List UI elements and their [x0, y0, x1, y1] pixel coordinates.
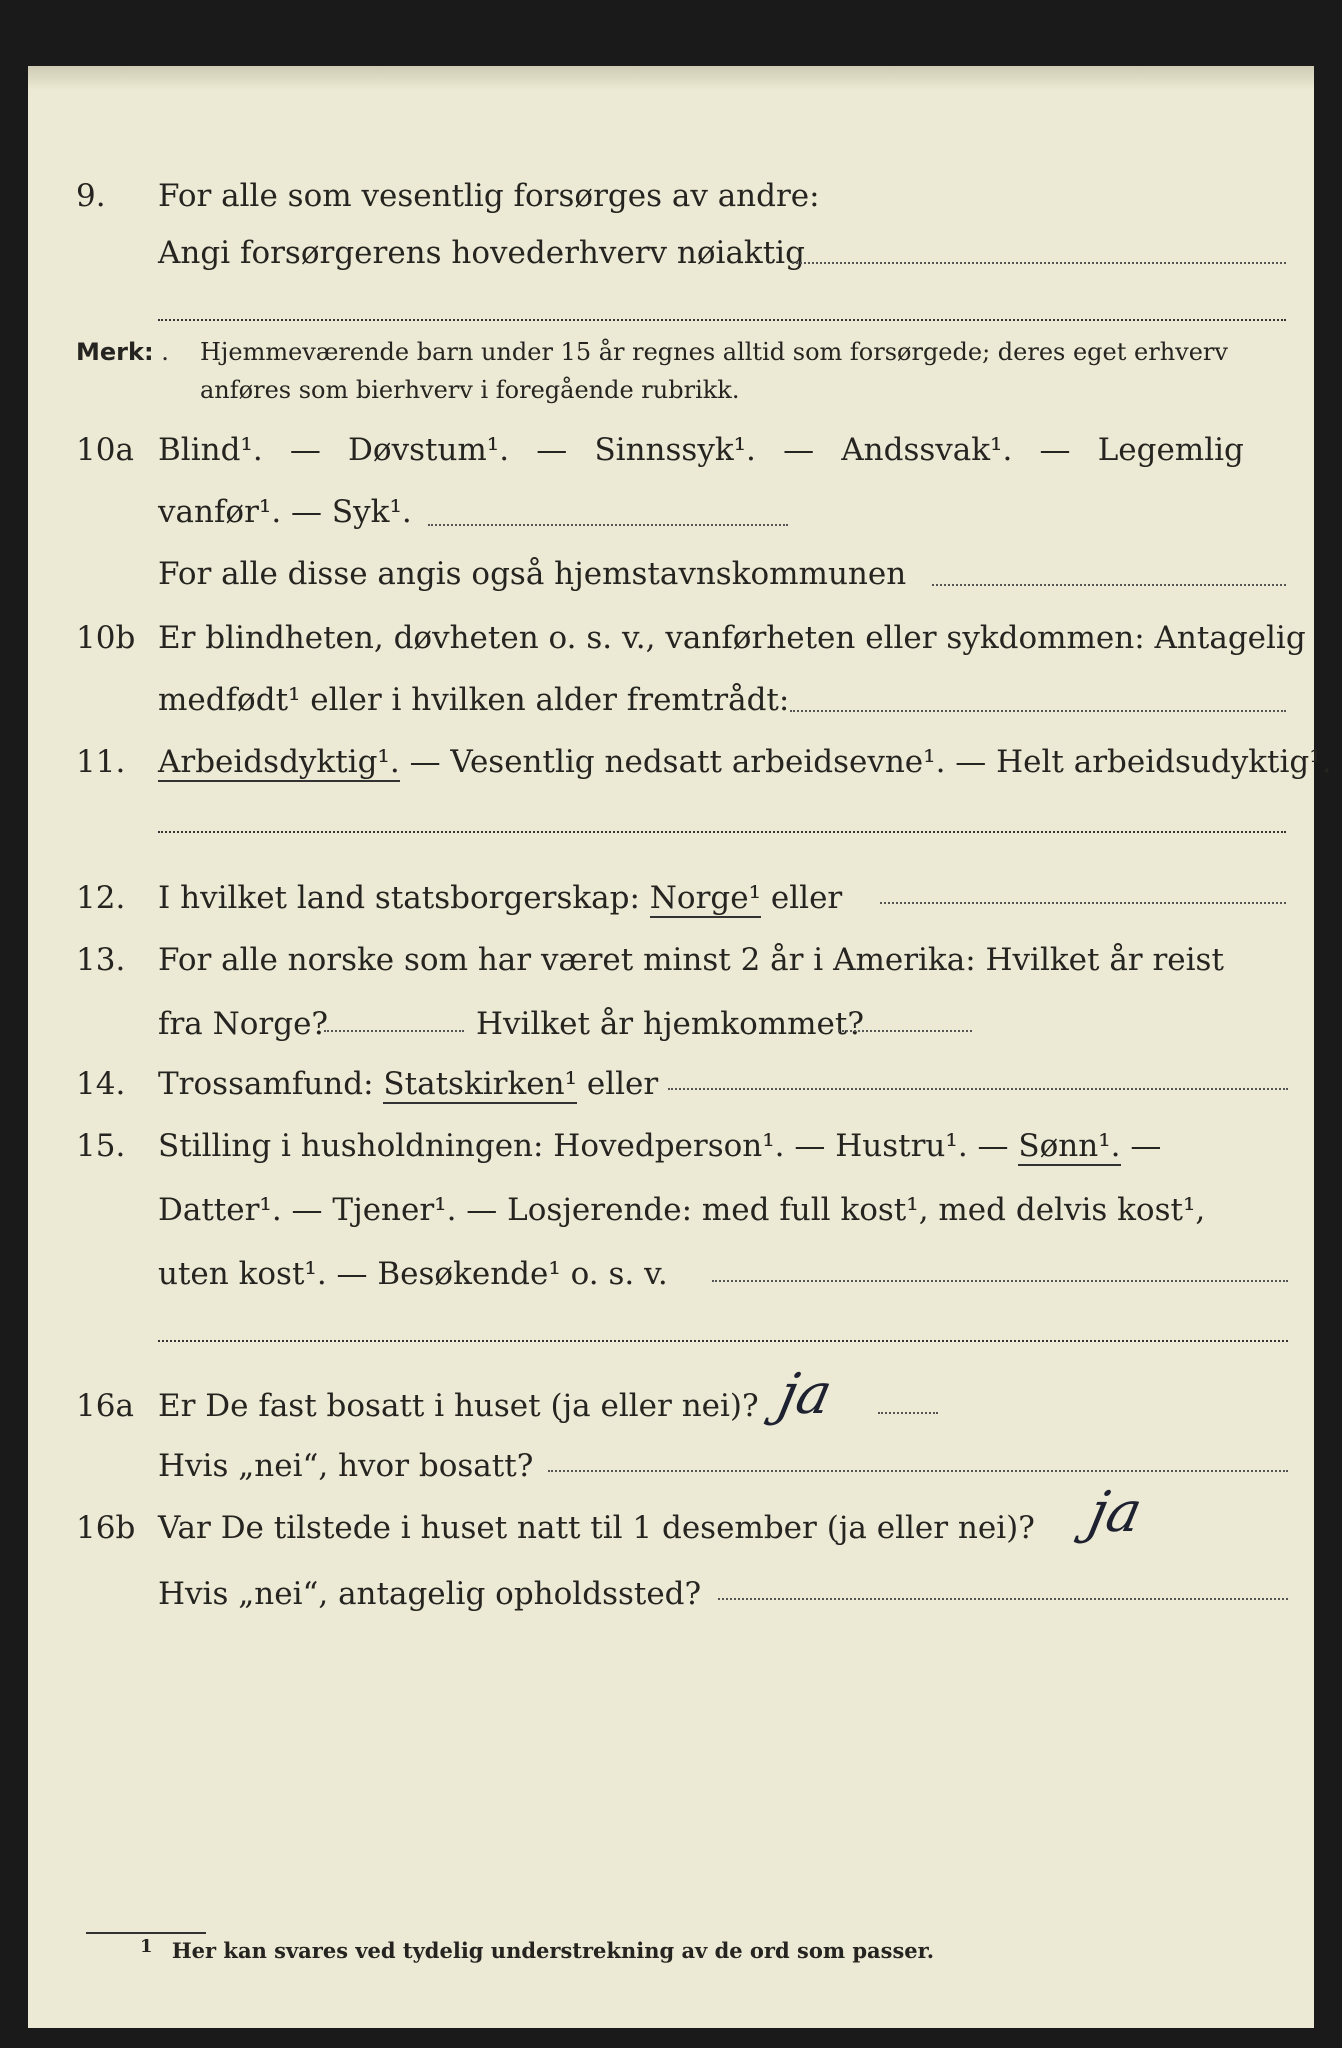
question-text: Er blindheten, døvheten o. s. v., vanførheten eller sykdommen: Antagelig [158, 620, 1306, 656]
question-prefix: I hvilket land statsborgerskap: [158, 880, 640, 916]
underlined-option[interactable]: Arbeidsdyktig¹. [158, 744, 400, 780]
question-text: For alle disse angis også hjemstavnskommunen [158, 556, 907, 592]
answer-line[interactable] [324, 1030, 464, 1032]
option-sinnssyk[interactable]: Sinnssyk¹. [594, 432, 756, 468]
census-form-page [28, 66, 1332, 2028]
question-text: Angi forsørgerens hovederhverv nøiaktig [158, 235, 805, 271]
question-text: Er De fast bosatt i huset (ja eller nei)? [158, 1388, 759, 1424]
answer-line[interactable] [718, 1598, 1288, 1600]
answer-line[interactable] [878, 1412, 938, 1414]
option-andssvak[interactable]: Andssvak¹. [841, 432, 1013, 468]
other-options: — Vesentlig nedsatt arbeidsevne¹. — Helt arbeidsudyktig¹. [409, 744, 1332, 780]
question-text: uten kost¹. — Besøkende¹ o. s. v. [158, 1256, 668, 1292]
answer-line[interactable] [880, 902, 1286, 904]
question-suffix: eller [586, 1066, 659, 1102]
question-number: 16b [76, 1510, 136, 1546]
answer-line[interactable] [932, 584, 1286, 586]
question-number: 16a [76, 1388, 134, 1424]
question-text: Hvis „nei“, antagelig opholdssted? [158, 1576, 702, 1612]
note-label: Merk: [76, 338, 154, 366]
note-merk [76, 334, 169, 370]
note-bullet: . [161, 338, 169, 366]
question-number: 12. [76, 880, 126, 916]
answer-line[interactable] [158, 1340, 1288, 1342]
footnote-mark: 1 [140, 1936, 153, 1957]
question-text: medfødt¹ eller i hvilken alder fremtrådt: [158, 682, 790, 718]
answer-line[interactable] [158, 831, 1286, 833]
footnote-text: Her kan svares ved tydelig understrekning av de ord som passer. [171, 1938, 935, 1963]
question-text [158, 878, 842, 918]
question-number: 15. [76, 1128, 126, 1164]
answer-line[interactable] [668, 1088, 1288, 1090]
note-text-2: anføres som bierhverv i foregående rubrikk. [200, 376, 740, 404]
paper-edge-shadow [28, 66, 1314, 90]
question-number: 10a [76, 432, 134, 468]
question-text: For alle norske som har været minst 2 år i Amerika: Hvilket år reist [158, 942, 1224, 978]
separator: — [289, 432, 321, 468]
question-number: 11. [76, 744, 126, 780]
question-number: 14. [76, 1066, 126, 1102]
separator: — [1130, 1128, 1162, 1164]
question-text: Var De tilstede i huset natt til 1 desember (ja eller nei)? [158, 1510, 1035, 1546]
question-text: vanfør¹. — Syk¹. [158, 494, 412, 530]
handwritten-answer[interactable]: ja [1083, 1480, 1148, 1545]
question-number: 10b [76, 620, 136, 656]
question-suffix: eller [770, 880, 843, 916]
question-text [158, 1126, 1161, 1166]
underlined-option[interactable]: Sønn¹. [1018, 1128, 1121, 1164]
underlined-option[interactable]: Statskirken¹ [383, 1066, 577, 1102]
option-blind[interactable]: Blind¹. [158, 432, 263, 468]
question-options [158, 430, 1244, 470]
question-number: 13. [76, 942, 126, 978]
answer-line[interactable] [838, 1030, 972, 1032]
question-prefix: Trossamfund: [158, 1066, 374, 1102]
question-text: Hvis „nei“, hvor bosatt? [158, 1448, 534, 1484]
answer-line[interactable] [792, 262, 1286, 264]
question-text: Datter¹. — Tjener¹. — Losjerende: med full kost¹, med delvis kost¹, [158, 1192, 1206, 1228]
separator: — [536, 432, 568, 468]
option-legemlig[interactable]: Legemlig [1097, 432, 1244, 468]
note-text-1: Hjemmeværende barn under 15 år regnes alltid som forsørgede; deres eget erhverv [200, 338, 1228, 366]
separator: — [1039, 432, 1071, 468]
footnote-rule [86, 1932, 206, 1934]
question-text [158, 1064, 658, 1104]
answer-line[interactable] [548, 1470, 1288, 1472]
answer-line[interactable] [428, 524, 788, 526]
question-number: 9. [76, 178, 106, 214]
underlined-option[interactable]: Norge¹ [649, 880, 762, 916]
answer-line[interactable] [158, 319, 1286, 321]
question-text-part: Stilling i husholdningen: Hovedperson¹. — Hustru¹. — [158, 1128, 1009, 1164]
option-dovstum[interactable]: Døvstum¹. [348, 432, 510, 468]
footnote [140, 1938, 934, 1963]
question-text: For alle som vesentlig forsørges av andre: [158, 178, 820, 214]
question-text: fra Norge? [158, 1006, 329, 1042]
question-text: Hvilket år hjemkommet? [476, 1006, 864, 1042]
question-text [158, 742, 1332, 782]
separator: — [783, 432, 815, 468]
handwritten-answer[interactable]: ja [773, 1362, 838, 1427]
answer-line[interactable] [712, 1280, 1288, 1282]
answer-line[interactable] [790, 710, 1286, 712]
